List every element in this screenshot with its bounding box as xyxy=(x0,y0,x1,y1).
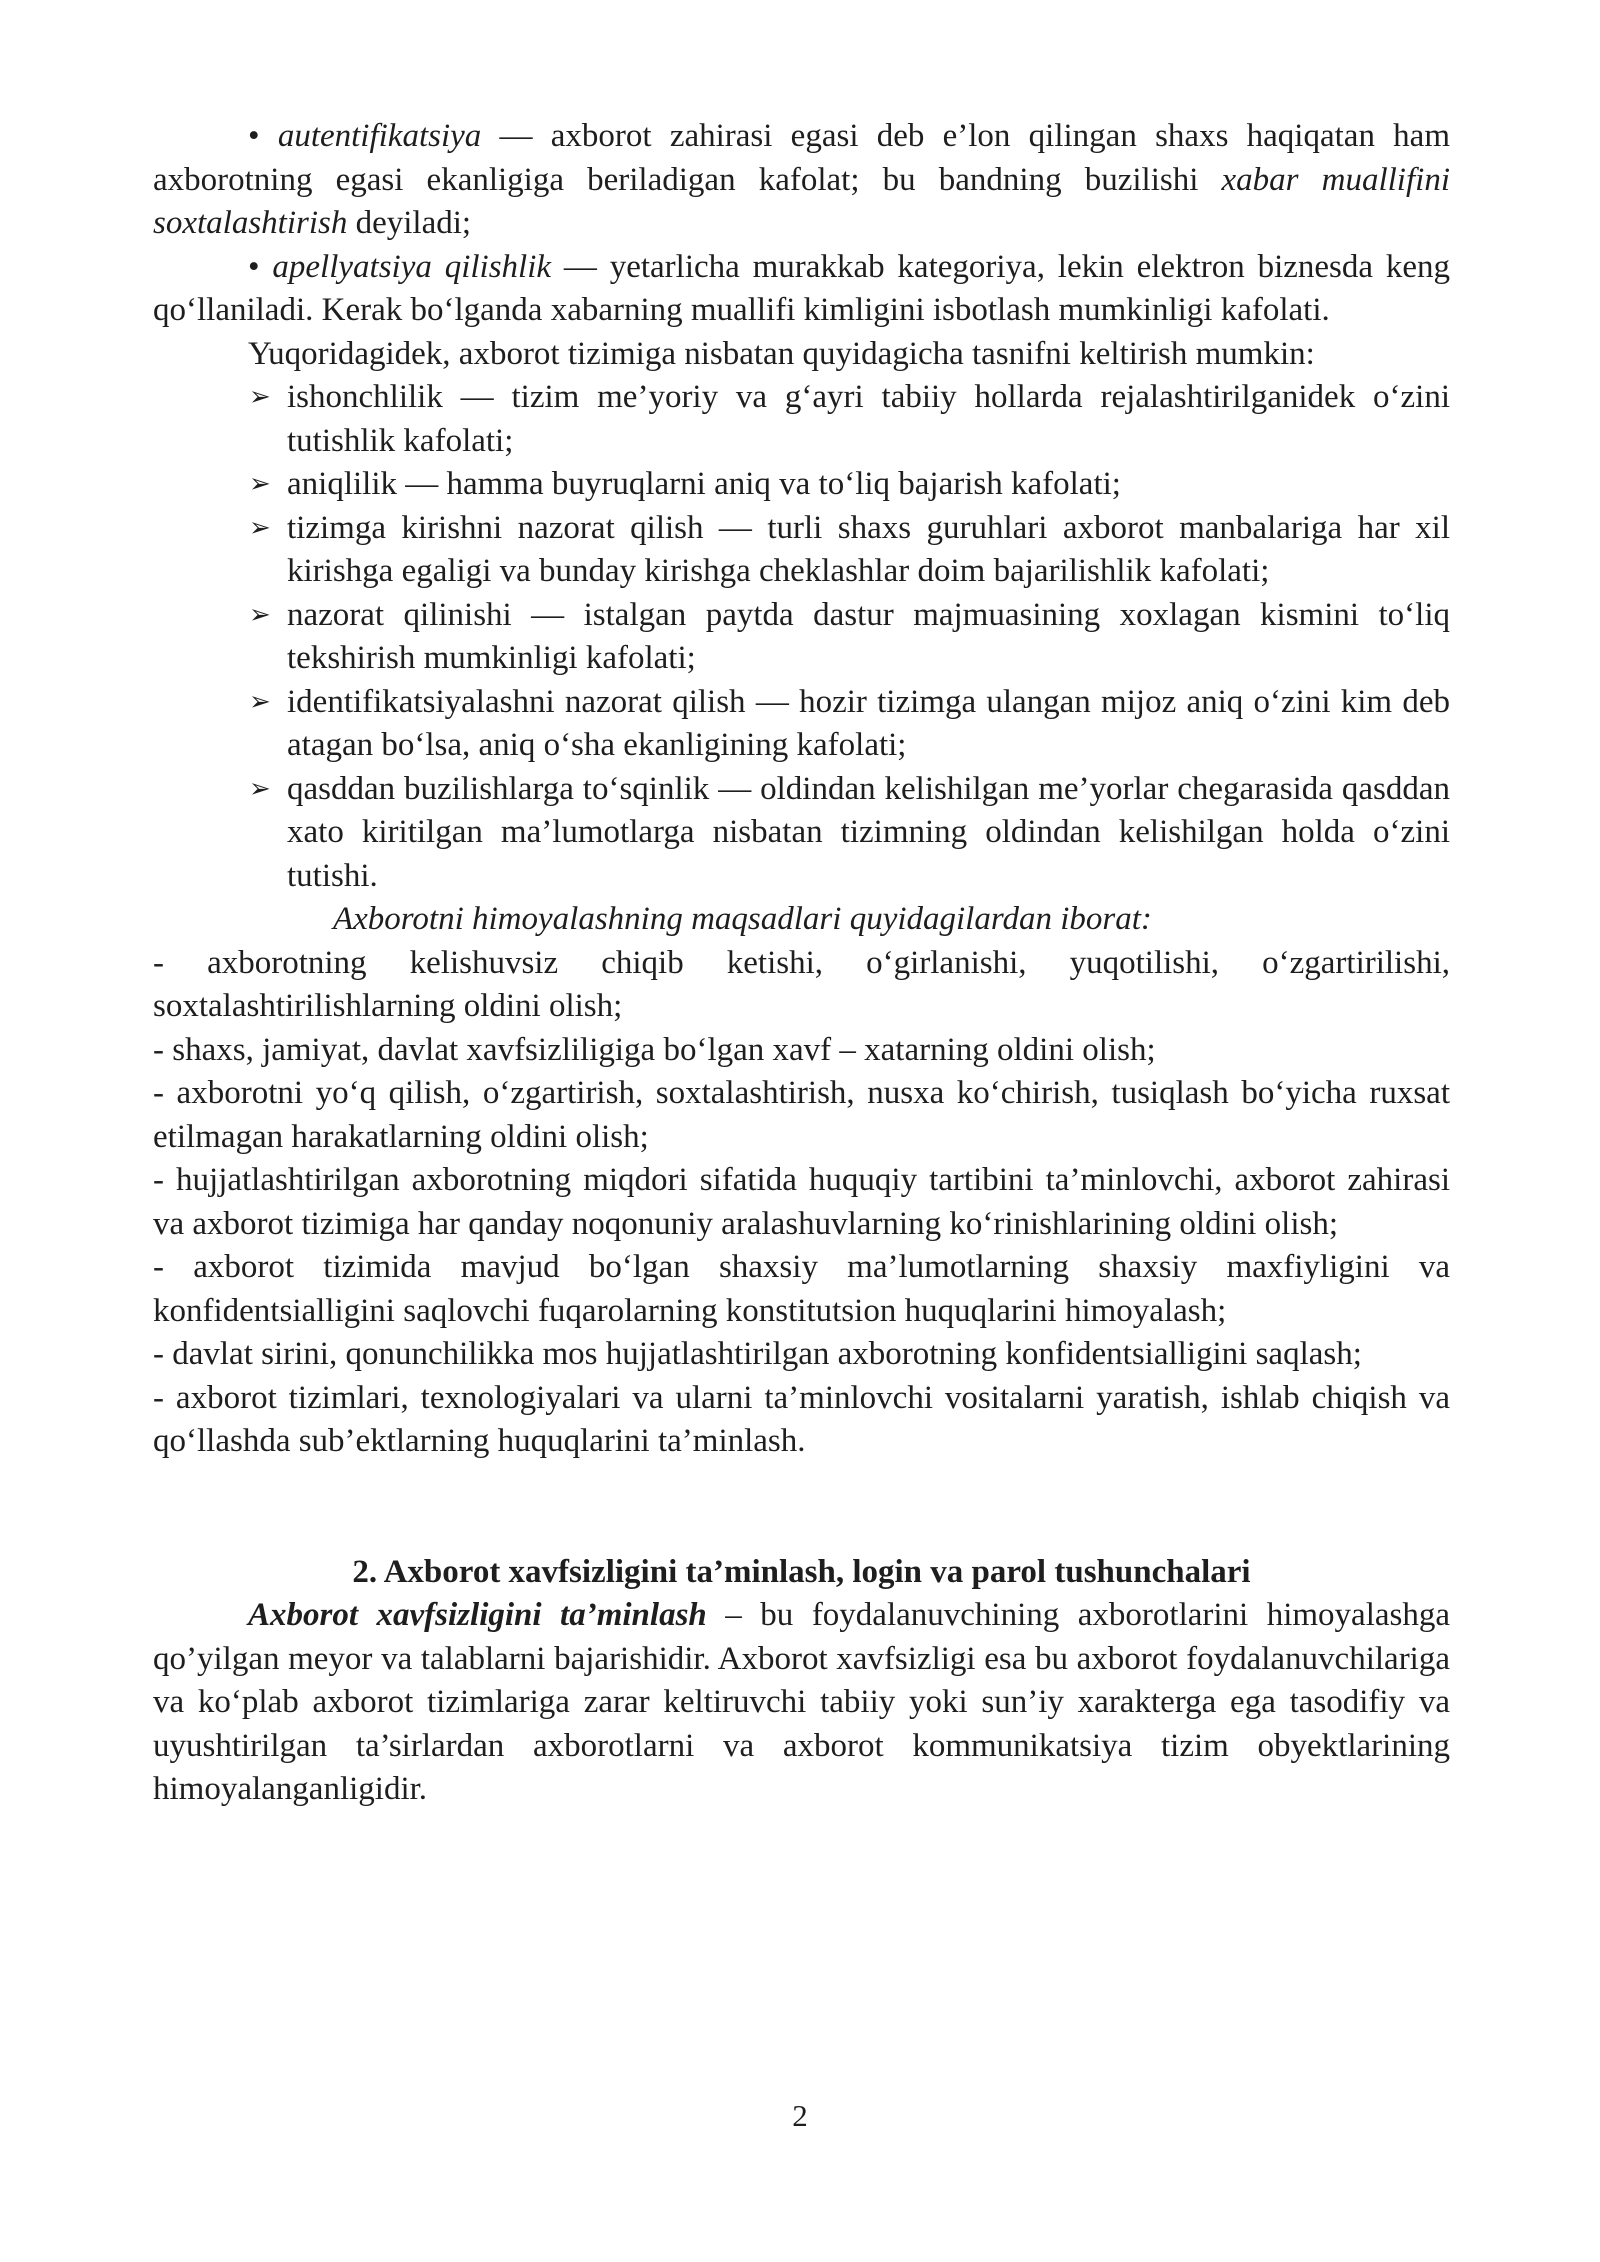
page-number: 2 xyxy=(792,2098,808,2133)
list-item: ➢ nazorat qilinishi — istalgan paytda dastur majmuasining xoxlagan kismini to‘liq tekshirish mumkinligi kafolati; xyxy=(153,594,1450,681)
list-item: ➢ qasddan buzilishlarga to‘sqinlik — oldindan kelishilgan me’yorlar chegarasida qasddan xato kiritilgan ma’lumotlarga nisbatan tizimning oldindan kelishilgan holda o‘zini tutishi. xyxy=(153,768,1450,899)
arrow-bullet-icon: ➢ xyxy=(249,382,271,412)
goal-item: - axborot tizimlari, texnologiyalari va ularni ta’minlovchi vositalarni yaratish, ishlab chiqish va qo‘llashda sub’ektlarning huquqlarini ta’minlash. xyxy=(153,1379,1450,1459)
list-item: ➢ identifikatsiyalashni nazorat qilish — hozir tizimga ulangan mijoz aniq o‘zini kim deb atagan bo‘lsa, aniq o‘sha ekanligining kafolati; xyxy=(153,681,1450,768)
arrow-bullet-icon: ➢ xyxy=(249,773,271,804)
bullet: • xyxy=(248,118,260,154)
arrow-bullet-icon: ➢ xyxy=(249,469,271,499)
bullet: • xyxy=(248,248,260,285)
goal-item: - axborotning kelishuvsiz chiqib ketishi, o‘girlanishi, yuqotilishi, o‘zgartirilishi, soxtalashtirilishlarning oldini olish; xyxy=(153,944,1450,1024)
section-lead-paragraph: Axborot xavfsizligini ta’minlash – bu foydalanuvchining axborotlarini himoyalashga qo’yilgan meyor va talablarni bajarishidir. Axborot xavfsizligi esa bu axborot foydalanuvchilariga va ko‘plab axborot tizimlariga zarar keltiruvchi tabiiy yoki sun’iy xarakterga ega tasodifiy va uyushtirilgan ta’sirlardan axborotlarni va axborot kommunikatsiya tizim obyektlarining himoyalanganligidir. xyxy=(153,1597,1451,1807)
term-authentication: autentifikatsiya xyxy=(277,118,482,154)
document-page xyxy=(153,115,1450,1812)
spacer xyxy=(153,1464,1450,1551)
list-item: ➢ ishonchlilik — tizim me’yoriy va g‘ayri tabiiy hollarda rejalashtirilganidek o‘zini tutishlik kafolati; xyxy=(153,376,1450,463)
list-item: ➢ aniqlilik — hamma buyruqlarni aniq va to‘liq bajarish kafolati; xyxy=(153,463,1450,507)
goal-item: - axborotni yo‘q qilish, o‘zgartirish, soxtalashtirish, nusxa ko‘chirish, tusiqlash bo‘yicha ruxsat etilmagan harakatlarning oldini olish; xyxy=(153,1075,1450,1155)
goal-item: - shaxs, jamiyat, davlat xavfsizliligiga bo‘lgan xavf – xatarning oldini olish; xyxy=(153,1031,1156,1068)
arrow-bullet-icon: ➢ xyxy=(249,599,271,630)
goal-item: - hujjatlashtirilgan axborotning miqdori sifatida huquqiy tartibini ta’minlovchi, axborot zahirasi va axborot tizimiga har qanday noqonuniy aralashuvlarning ko‘rinishlarining oldini olish; xyxy=(153,1162,1450,1242)
paragraph-authentication: • autentifikatsiya — axborot zahirasi egasi deb e’lon qilingan shaxs haqiqatan ham axborotning egasi ekanligiga beriladigan kafolat; bu bandning buzilishi xabar muallifini soxtalashtirish deyiladi; xyxy=(153,118,1451,241)
arrow-bullet-icon: ➢ xyxy=(249,512,271,543)
goal-item: - axborot tizimida mavjud bo‘lgan shaxsiy ma’lumotlarning shaxsiy maxfiyligini va konfidentsialligini saqlovchi fuqarolarning konstitutsion huquqlarini himoyalash; xyxy=(153,1249,1450,1329)
section-title: 2. Axborot xavfsizligini ta’minlash, login va parol tushunchalari xyxy=(352,1553,1251,1590)
paragraph-appeal: • apellyatsiya qilishlik — yetarlicha murakkab kategoriya, lekin elektron biznesda keng qo‘llaniladi. Kerak bo‘lganda xabarning muallifi kimligini isbotlash mumkinligi kafolati. xyxy=(153,248,1451,328)
term-appeal: apellyatsiya qilishlik xyxy=(272,248,552,285)
goals-heading: Axborotni himoyalashning maqsadlari quyidagilardan iborat: xyxy=(333,901,1152,937)
section-lead-term: Axborot xavfsizligini ta’minlash xyxy=(248,1597,707,1633)
classification-intro: Yuqoridagidek, axborot tizimiga nisbatan quyidagicha tasnifni keltirish mumkin: xyxy=(248,335,1315,372)
goal-item: - davlat sirini, qonunchilikka mos hujjatlashtirilgan axborotning konfidentsialligini saqlash; xyxy=(153,1336,1362,1372)
term-forgery: xabar muallifini soxtalashtirish xyxy=(153,161,1450,241)
arrow-bullet-icon: ➢ xyxy=(249,686,271,717)
list-item: ➢ tizimga kirishni nazorat qilish — turli shaxs guruhlari axborot manbalariga har xil kirishga egaligi va bunday kirishga cheklashlar doim bajarilishlik kafolati; xyxy=(153,507,1450,594)
